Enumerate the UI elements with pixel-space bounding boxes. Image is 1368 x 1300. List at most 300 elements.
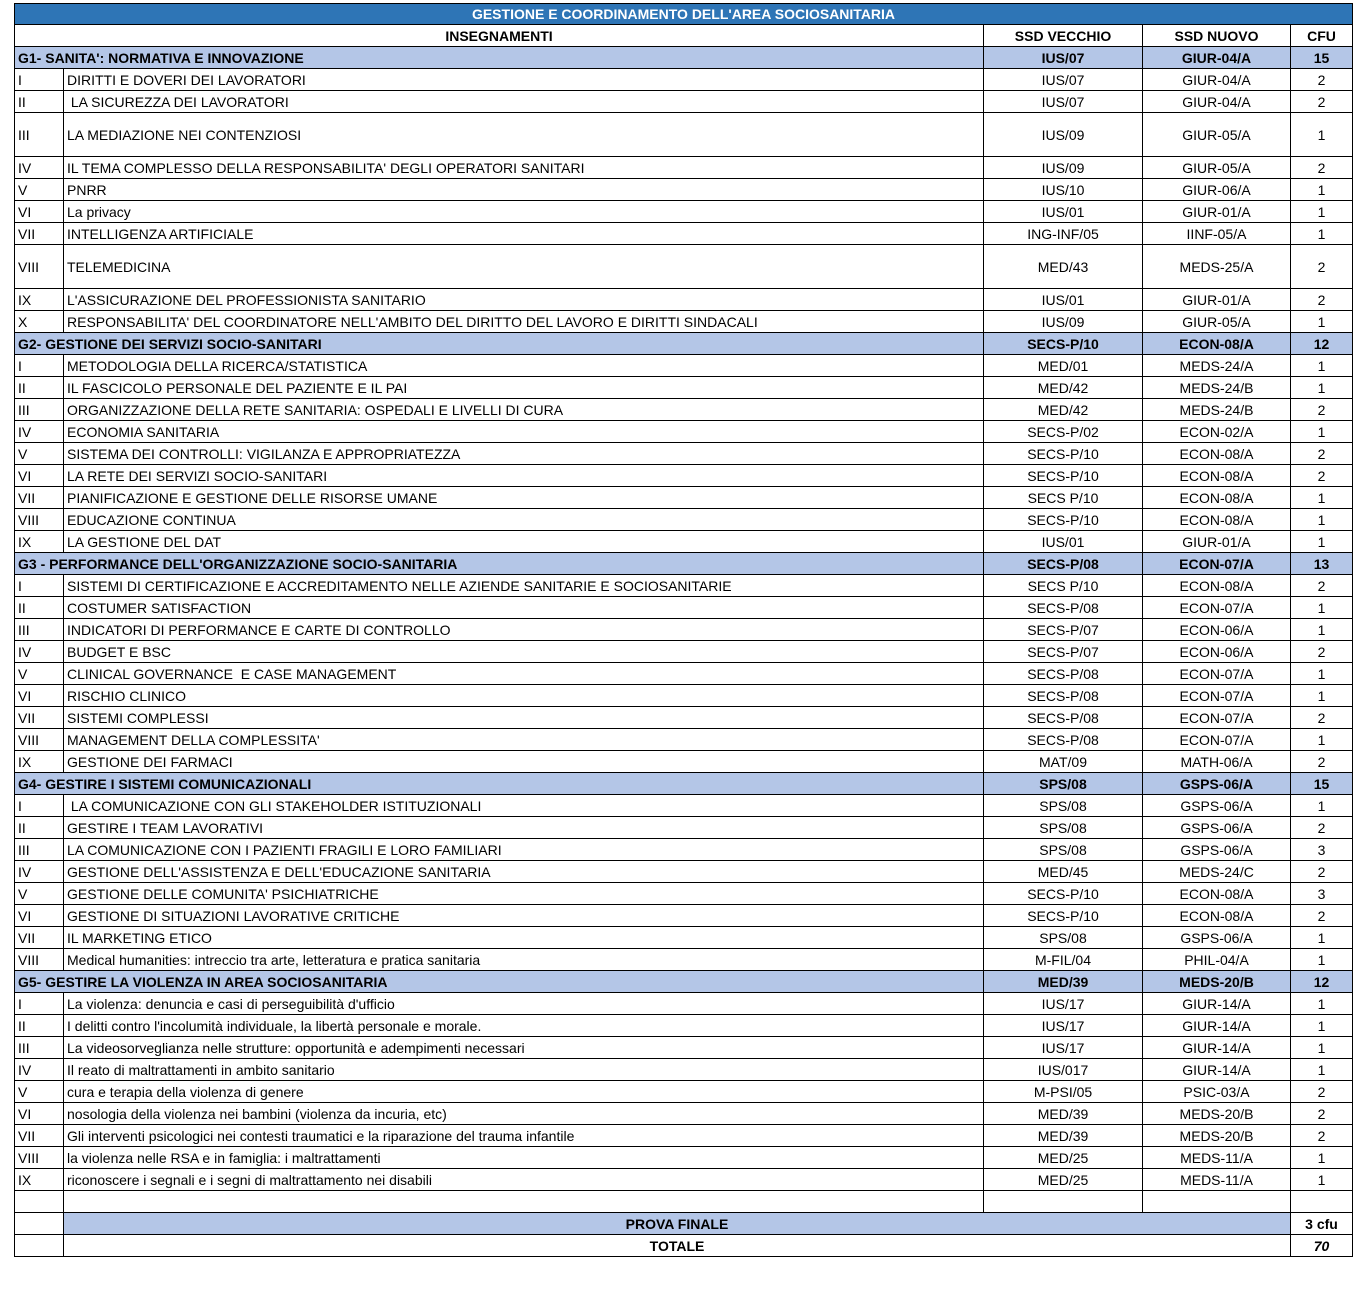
table-row: [15, 993, 1353, 1015]
table-row: [15, 157, 1353, 179]
ssd-old: M-FIL/04: [984, 949, 1143, 971]
ssd-old: IUS/017: [984, 1059, 1143, 1081]
cfu: 3: [1291, 883, 1353, 905]
table-row: [15, 685, 1353, 707]
group-row: [15, 553, 1353, 575]
ssd-new: ECON-07/A: [1143, 707, 1291, 729]
cfu: 2: [1291, 289, 1353, 311]
cfu: 2: [1291, 861, 1353, 883]
table-row: [15, 1059, 1353, 1081]
table-row: [15, 949, 1353, 971]
cfu: 1: [1291, 509, 1353, 531]
group-ssd-new: ECON-07/A: [1143, 553, 1291, 575]
table-row: [15, 399, 1353, 421]
course-name: ECONOMIA SANITARIA: [64, 421, 984, 443]
table-row: [15, 223, 1353, 245]
course-name: IL MARKETING ETICO: [64, 927, 984, 949]
course-name: METODOLOGIA DELLA RICERCA/STATISTICA: [64, 355, 984, 377]
group-row: [15, 47, 1353, 69]
group-row: [15, 971, 1353, 993]
ssd-old: SECS-P/08: [984, 597, 1143, 619]
ssd-old: SECS-P/10: [984, 883, 1143, 905]
ssd-old: MED/42: [984, 399, 1143, 421]
ssd-old: MED/45: [984, 861, 1143, 883]
ssd-new: GIUR-05/A: [1143, 113, 1291, 157]
table-row: [15, 861, 1353, 883]
cfu: 2: [1291, 905, 1353, 927]
cfu: 2: [1291, 69, 1353, 91]
ssd-new: ECON-08/A: [1143, 575, 1291, 597]
ssd-old: IUS/07: [984, 91, 1143, 113]
ssd-old: SECS-P/10: [984, 443, 1143, 465]
ssd-old: IUS/17: [984, 1037, 1143, 1059]
cfu: 1: [1291, 1147, 1353, 1169]
row-number: IX: [15, 1169, 64, 1191]
row-number: VIII: [15, 509, 64, 531]
table-row: [15, 663, 1353, 685]
curriculum-table: [14, 3, 1353, 1257]
cfu: 1: [1291, 223, 1353, 245]
header-ssd-old: SSD VECCHIO: [984, 25, 1143, 47]
table-row: [15, 817, 1353, 839]
table-row: [15, 465, 1353, 487]
cfu: 1: [1291, 927, 1353, 949]
row-number: I: [15, 355, 64, 377]
course-name: LA COMUNICAZIONE CON I PAZIENTI FRAGILI E LORO FAMILIARI: [64, 839, 984, 861]
row-number: V: [15, 663, 64, 685]
row-number: VIII: [15, 729, 64, 751]
ssd-new: MEDS-20/B: [1143, 1103, 1291, 1125]
ssd-new: ECON-08/A: [1143, 465, 1291, 487]
cfu: 1: [1291, 597, 1353, 619]
cfu: 1: [1291, 1059, 1353, 1081]
ssd-new: GIUR-01/A: [1143, 201, 1291, 223]
ssd-new: GSPS-06/A: [1143, 817, 1291, 839]
row-number: IV: [15, 641, 64, 663]
row-number: IV: [15, 861, 64, 883]
cfu: 1: [1291, 993, 1353, 1015]
ssd-new: GSPS-06/A: [1143, 927, 1291, 949]
cfu: 1: [1291, 179, 1353, 201]
ssd-old: SECS P/10: [984, 575, 1143, 597]
ssd-new: MEDS-11/A: [1143, 1169, 1291, 1191]
cfu: 2: [1291, 91, 1353, 113]
ssd-old: MED/39: [984, 1103, 1143, 1125]
row-number: I: [15, 575, 64, 597]
table-row: [15, 575, 1353, 597]
group-cfu: 13: [1291, 553, 1353, 575]
row-number: I: [15, 993, 64, 1015]
ssd-old: IUS/10: [984, 179, 1143, 201]
course-name: SISTEMI COMPLESSI: [64, 707, 984, 729]
ssd-old: MED/25: [984, 1169, 1143, 1191]
ssd-new: MEDS-20/B: [1143, 1125, 1291, 1147]
course-name: La privacy: [64, 201, 984, 223]
cfu: 2: [1291, 1081, 1353, 1103]
cfu: 1: [1291, 201, 1353, 223]
ssd-new: IINF-05/A: [1143, 223, 1291, 245]
group-ssd-new: ECON-08/A: [1143, 333, 1291, 355]
course-name: GESTIONE DELL'ASSISTENZA E DELL'EDUCAZIONE SANITARIA: [64, 861, 984, 883]
group-ssd-old: SECS-P/08: [984, 553, 1143, 575]
ssd-new: MEDS-24/A: [1143, 355, 1291, 377]
row-number: VII: [15, 707, 64, 729]
total-row: [15, 1235, 1353, 1257]
ssd-new: PSIC-03/A: [1143, 1081, 1291, 1103]
cfu: 2: [1291, 245, 1353, 289]
table-row: [15, 619, 1353, 641]
header-row: [15, 25, 1353, 47]
table-row: [15, 1103, 1353, 1125]
course-name: ORGANIZZAZIONE DELLA RETE SANITARIA: OSPEDALI E LIVELLI DI CURA: [64, 399, 984, 421]
group-row: [15, 773, 1353, 795]
ssd-new: GIUR-05/A: [1143, 311, 1291, 333]
table-row: [15, 597, 1353, 619]
row-number: IV: [15, 421, 64, 443]
course-name: LA COMUNICAZIONE CON GLI STAKEHOLDER ISTITUZIONALI: [64, 795, 984, 817]
empty-cell: [1291, 1191, 1353, 1213]
row-number: VIII: [15, 1147, 64, 1169]
total-cfu: 70: [1291, 1235, 1353, 1257]
ssd-old: MED/39: [984, 1125, 1143, 1147]
course-name: IL TEMA COMPLESSO DELLA RESPONSABILITA' DEGLI OPERATORI SANITARI: [64, 157, 984, 179]
ssd-old: IUS/07: [984, 69, 1143, 91]
course-name: SISTEMA DEI CONTROLLI: VIGILANZA E APPROPRIATEZZA: [64, 443, 984, 465]
ssd-old: IUS/09: [984, 157, 1143, 179]
table-row: [15, 1169, 1353, 1191]
ssd-old: IUS/01: [984, 289, 1143, 311]
ssd-old: SECS P/10: [984, 487, 1143, 509]
cfu: 2: [1291, 575, 1353, 597]
course-name: GESTIONE DELLE COMUNITA' PSICHIATRICHE: [64, 883, 984, 905]
ssd-old: SECS-P/02: [984, 421, 1143, 443]
course-name: LA GESTIONE DEL DAT: [64, 531, 984, 553]
cfu: 3: [1291, 839, 1353, 861]
course-name: LA RETE DEI SERVIZI SOCIO-SANITARI: [64, 465, 984, 487]
course-name: PNRR: [64, 179, 984, 201]
table-row: [15, 531, 1353, 553]
course-name: BUDGET E BSC: [64, 641, 984, 663]
table-row: [15, 795, 1353, 817]
row-number: II: [15, 817, 64, 839]
ssd-old: SECS-P/10: [984, 509, 1143, 531]
ssd-old: SECS-P/08: [984, 663, 1143, 685]
ssd-new: PHIL-04/A: [1143, 949, 1291, 971]
course-name: la violenza nelle RSA e in famiglia: i maltrattamenti: [64, 1147, 984, 1169]
row-number: I: [15, 795, 64, 817]
group-cfu: 15: [1291, 47, 1353, 69]
cfu: 2: [1291, 1103, 1353, 1125]
total-blank: [15, 1235, 64, 1257]
cfu: 1: [1291, 113, 1353, 157]
ssd-old: IUS/01: [984, 531, 1143, 553]
course-name: EDUCAZIONE CONTINUA: [64, 509, 984, 531]
ssd-new: ECON-08/A: [1143, 509, 1291, 531]
table-row: [15, 113, 1353, 157]
row-number: IX: [15, 289, 64, 311]
ssd-new: GIUR-06/A: [1143, 179, 1291, 201]
ssd-old: SPS/08: [984, 839, 1143, 861]
row-number: III: [15, 839, 64, 861]
ssd-old: SECS-P/10: [984, 465, 1143, 487]
group-name: G3 - PERFORMANCE DELL'ORGANIZZAZIONE SOCIO-SANITARIA: [15, 553, 984, 575]
final-cfu: 3 cfu: [1291, 1213, 1353, 1235]
ssd-old: SECS-P/08: [984, 707, 1143, 729]
row-number: IX: [15, 751, 64, 773]
empty-cell: [15, 1191, 64, 1213]
table-row: [15, 377, 1353, 399]
table-row: [15, 641, 1353, 663]
group-row: [15, 333, 1353, 355]
curriculum-sheet: [14, 3, 1352, 1257]
final-row: [15, 1213, 1353, 1235]
course-name: La videosorveglianza nelle strutture: opportunità e adempimenti necessari: [64, 1037, 984, 1059]
ssd-new: ECON-08/A: [1143, 487, 1291, 509]
ssd-old: MED/43: [984, 245, 1143, 289]
cfu: 2: [1291, 157, 1353, 179]
cfu: 1: [1291, 355, 1353, 377]
course-name: RISCHIO CLINICO: [64, 685, 984, 707]
ssd-old: MED/01: [984, 355, 1143, 377]
table-row: [15, 179, 1353, 201]
cfu: 1: [1291, 949, 1353, 971]
table-row: [15, 1015, 1353, 1037]
course-name: MANAGEMENT DELLA COMPLESSITA': [64, 729, 984, 751]
course-name: DIRITTI E DOVERI DEI LAVORATORI: [64, 69, 984, 91]
ssd-old: SECS-P/08: [984, 685, 1143, 707]
ssd-old: SPS/08: [984, 817, 1143, 839]
group-cfu: 15: [1291, 773, 1353, 795]
ssd-new: ECON-06/A: [1143, 641, 1291, 663]
ssd-old: IUS/01: [984, 201, 1143, 223]
table-row: [15, 1081, 1353, 1103]
course-name: RESPONSABILITA' DEL COORDINATORE NELL'AMBITO DEL DIRITTO DEL LAVORO E DIRITTI SINDACALI: [64, 311, 984, 333]
table-row: [15, 839, 1353, 861]
row-number: III: [15, 1037, 64, 1059]
ssd-new: MEDS-11/A: [1143, 1147, 1291, 1169]
table-row: [15, 355, 1353, 377]
course-name: Gli interventi psicologici nei contesti traumatici e la riparazione del trauma infantile: [64, 1125, 984, 1147]
course-name: INTELLIGENZA ARTIFICIALE: [64, 223, 984, 245]
ssd-old: IUS/09: [984, 311, 1143, 333]
table-row: [15, 69, 1353, 91]
final-blank: [15, 1213, 64, 1235]
table-row: [15, 1125, 1353, 1147]
row-number: VIII: [15, 949, 64, 971]
ssd-new: GIUR-14/A: [1143, 993, 1291, 1015]
cfu: 1: [1291, 1037, 1353, 1059]
ssd-old: SPS/08: [984, 795, 1143, 817]
ssd-new: ECON-06/A: [1143, 619, 1291, 641]
ssd-old: MED/42: [984, 377, 1143, 399]
cfu: 1: [1291, 663, 1353, 685]
course-name: GESTIONE DI SITUAZIONI LAVORATIVE CRITICHE: [64, 905, 984, 927]
cfu: 1: [1291, 421, 1353, 443]
course-name: IL FASCICOLO PERSONALE DEL PAZIENTE E IL PAI: [64, 377, 984, 399]
course-name: L'ASSICURAZIONE DEL PROFESSIONISTA SANITARIO: [64, 289, 984, 311]
ssd-new: GIUR-14/A: [1143, 1059, 1291, 1081]
ssd-new: ECON-07/A: [1143, 685, 1291, 707]
ssd-old: IUS/17: [984, 993, 1143, 1015]
row-number: VII: [15, 487, 64, 509]
course-name: Il reato di maltrattamenti in ambito sanitario: [64, 1059, 984, 1081]
cfu: 1: [1291, 795, 1353, 817]
table-row: [15, 927, 1353, 949]
row-number: X: [15, 311, 64, 333]
cfu: 1: [1291, 377, 1353, 399]
header-course: INSEGNAMENTI: [15, 25, 984, 47]
row-number: VI: [15, 465, 64, 487]
cfu: 1: [1291, 1169, 1353, 1191]
ssd-new: ECON-08/A: [1143, 883, 1291, 905]
empty-cell: [984, 1191, 1143, 1213]
ssd-new: GIUR-04/A: [1143, 91, 1291, 113]
group-name: G1- SANITA': NORMATIVA E INNOVAZIONE: [15, 47, 984, 69]
row-number: I: [15, 69, 64, 91]
table-row: [15, 311, 1353, 333]
ssd-old: SECS-P/10: [984, 905, 1143, 927]
table-title: GESTIONE E COORDINAMENTO DELL'AREA SOCIOSANITARIA: [15, 4, 1353, 25]
course-name: nosologia della violenza nei bambini (violenza da incuria, etc): [64, 1103, 984, 1125]
group-ssd-old: IUS/07: [984, 47, 1143, 69]
row-number: VII: [15, 1125, 64, 1147]
course-name: INDICATORI DI PERFORMANCE E CARTE DI CONTROLLO: [64, 619, 984, 641]
ssd-new: MEDS-24/B: [1143, 377, 1291, 399]
row-number: VI: [15, 201, 64, 223]
table-row: [15, 509, 1353, 531]
course-name: TELEMEDICINA: [64, 245, 984, 289]
course-name: LA MEDIAZIONE NEI CONTENZIOSI: [64, 113, 984, 157]
ssd-new: MEDS-25/A: [1143, 245, 1291, 289]
row-number: V: [15, 179, 64, 201]
header-cfu: CFU: [1291, 25, 1353, 47]
ssd-new: GIUR-01/A: [1143, 531, 1291, 553]
course-name: riconoscere i segnali e i segni di maltrattamento nei disabili: [64, 1169, 984, 1191]
row-number: IV: [15, 157, 64, 179]
row-number: VIII: [15, 245, 64, 289]
ssd-new: GIUR-05/A: [1143, 157, 1291, 179]
group-cfu: 12: [1291, 971, 1353, 993]
cfu: 2: [1291, 1125, 1353, 1147]
empty-cell: [64, 1191, 984, 1213]
row-number: IV: [15, 1059, 64, 1081]
course-name: COSTUMER SATISFACTION: [64, 597, 984, 619]
group-name: G2- GESTIONE DEI SERVIZI SOCIO-SANITARI: [15, 333, 984, 355]
row-number: IX: [15, 531, 64, 553]
course-name: cura e terapia della violenza di genere: [64, 1081, 984, 1103]
empty-row: [15, 1191, 1353, 1213]
ssd-new: ECON-02/A: [1143, 421, 1291, 443]
group-ssd-new: GIUR-04/A: [1143, 47, 1291, 69]
table-row: [15, 751, 1353, 773]
course-name: PIANIFICAZIONE E GESTIONE DELLE RISORSE UMANE: [64, 487, 984, 509]
group-cfu: 12: [1291, 333, 1353, 355]
ssd-new: ECON-08/A: [1143, 905, 1291, 927]
final-label: PROVA FINALE: [64, 1213, 1291, 1235]
cfu: 1: [1291, 619, 1353, 641]
ssd-new: GSPS-06/A: [1143, 839, 1291, 861]
course-name: SISTEMI DI CERTIFICAZIONE E ACCREDITAMENTO NELLE AZIENDE SANITARIE E SOCIOSANITARIE: [64, 575, 984, 597]
row-number: VII: [15, 223, 64, 245]
table-row: [15, 245, 1353, 289]
cfu: 1: [1291, 311, 1353, 333]
ssd-new: MEDS-24/C: [1143, 861, 1291, 883]
cfu: 2: [1291, 399, 1353, 421]
empty-cell: [1143, 1191, 1291, 1213]
table-row: [15, 883, 1353, 905]
cfu: 1: [1291, 1015, 1353, 1037]
ssd-new: GIUR-14/A: [1143, 1015, 1291, 1037]
ssd-old: MED/25: [984, 1147, 1143, 1169]
cfu: 1: [1291, 685, 1353, 707]
group-name: G5- GESTIRE LA VIOLENZA IN AREA SOCIOSANITARIA: [15, 971, 984, 993]
course-name: GESTIRE I TEAM LAVORATIVI: [64, 817, 984, 839]
ssd-old: SECS-P/08: [984, 729, 1143, 751]
row-number: V: [15, 443, 64, 465]
cfu: 2: [1291, 465, 1353, 487]
cfu: 1: [1291, 729, 1353, 751]
table-row: [15, 729, 1353, 751]
total-label: TOTALE: [64, 1235, 1291, 1257]
ssd-old: SECS-P/07: [984, 619, 1143, 641]
group-ssd-old: SPS/08: [984, 773, 1143, 795]
ssd-old: SECS-P/07: [984, 641, 1143, 663]
group-ssd-new: MEDS-20/B: [1143, 971, 1291, 993]
cfu: 2: [1291, 707, 1353, 729]
ssd-old: SPS/08: [984, 927, 1143, 949]
course-name: LA SICUREZZA DEI LAVORATORI: [64, 91, 984, 113]
ssd-new: GSPS-06/A: [1143, 795, 1291, 817]
table-row: [15, 1147, 1353, 1169]
group-name: G4- GESTIRE I SISTEMI COMUNICAZIONALI: [15, 773, 984, 795]
row-number: III: [15, 619, 64, 641]
cfu: 2: [1291, 817, 1353, 839]
course-name: CLINICAL GOVERNANCE E CASE MANAGEMENT: [64, 663, 984, 685]
table-row: [15, 905, 1353, 927]
row-number: VI: [15, 685, 64, 707]
table-row: [15, 707, 1353, 729]
group-ssd-old: MED/39: [984, 971, 1143, 993]
row-number: VI: [15, 1103, 64, 1125]
ssd-new: GIUR-01/A: [1143, 289, 1291, 311]
course-name: Medical humanities: intreccio tra arte, letteratura e pratica sanitaria: [64, 949, 984, 971]
table-row: [15, 443, 1353, 465]
ssd-new: GIUR-14/A: [1143, 1037, 1291, 1059]
row-number: II: [15, 377, 64, 399]
table-row: [15, 91, 1353, 113]
course-name: I delitti contro l'incolumità individuale, la libertà personale e morale.: [64, 1015, 984, 1037]
row-number: V: [15, 1081, 64, 1103]
ssd-new: MATH-06/A: [1143, 751, 1291, 773]
title-row: [15, 4, 1353, 25]
row-number: III: [15, 113, 64, 157]
table-row: [15, 421, 1353, 443]
table-row: [15, 289, 1353, 311]
course-name: La violenza: denuncia e casi di perseguibilità d'ufficio: [64, 993, 984, 1015]
ssd-old: ING-INF/05: [984, 223, 1143, 245]
row-number: II: [15, 91, 64, 113]
group-ssd-old: SECS-P/10: [984, 333, 1143, 355]
cfu: 2: [1291, 641, 1353, 663]
row-number: V: [15, 883, 64, 905]
group-ssd-new: GSPS-06/A: [1143, 773, 1291, 795]
row-number: VI: [15, 905, 64, 927]
course-name: GESTIONE DEI FARMACI: [64, 751, 984, 773]
ssd-old: IUS/17: [984, 1015, 1143, 1037]
row-number: VII: [15, 927, 64, 949]
row-number: III: [15, 399, 64, 421]
ssd-new: MEDS-24/B: [1143, 399, 1291, 421]
